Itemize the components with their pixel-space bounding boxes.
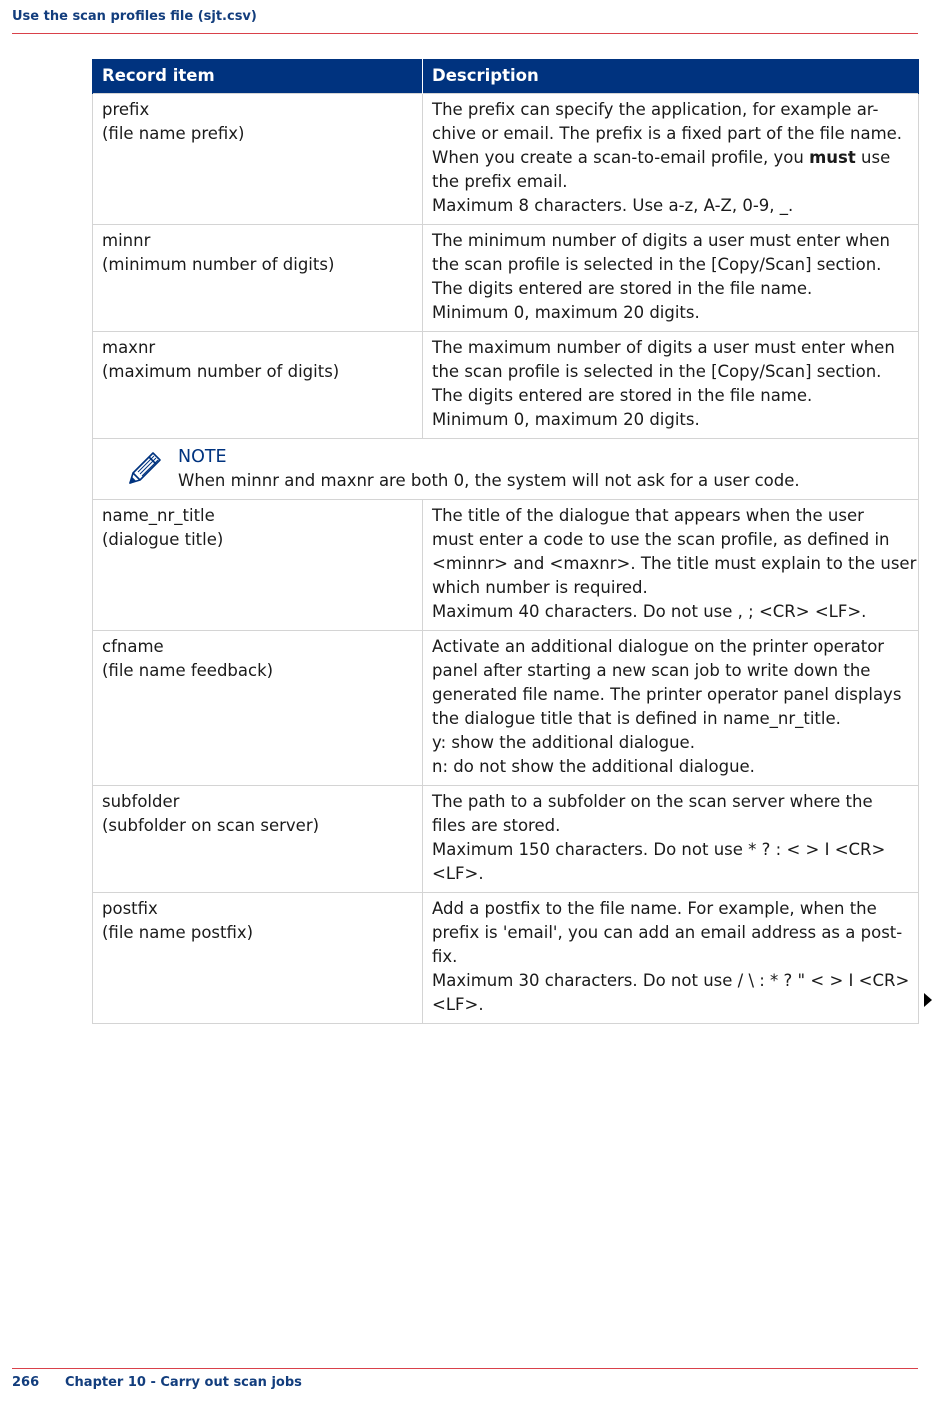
note-row: [93, 439, 919, 500]
description-line: Minimum 0, maximum 20 digits.: [432, 410, 700, 429]
description-line: Maximum 8 characters. Use a-z, A-Z, 0-9, _.: [432, 196, 794, 215]
description-text: When you create a scan-to-email profile, you: [432, 148, 810, 167]
description-line: <LF>.: [432, 864, 484, 883]
description-line: The prefix can specify the application, for example ar-: [432, 100, 879, 119]
description-cell: [423, 225, 919, 332]
description-line: n: do not show the additional dialogue.: [432, 757, 755, 776]
column-header-record-item: Record item: [93, 59, 423, 94]
description-line: <minnr> and <maxnr>. The title must explain to the user: [432, 554, 917, 573]
record-item-name: maxnr: [102, 338, 156, 357]
description-line: Add a postfix to the file name. For example, when the: [432, 899, 877, 918]
description-line: <LF>.: [432, 995, 484, 1014]
emphasis-text: must: [809, 148, 856, 167]
record-item-cell: [93, 500, 423, 631]
note-cell: [93, 439, 919, 500]
table-row: [93, 225, 919, 332]
record-item-name: name_nr_title: [102, 506, 215, 525]
description-cell: [423, 94, 919, 225]
column-header-description: Description: [423, 59, 919, 94]
record-item-cell: [93, 893, 423, 1024]
table-row: [93, 332, 919, 439]
description-line: The title of the dialogue that appears when the user: [432, 506, 864, 525]
record-item-cell: [93, 94, 423, 225]
description-cell: [423, 332, 919, 439]
description-line: y: show the additional dialogue.: [432, 733, 695, 752]
record-items-table: [92, 59, 919, 1024]
description-line: Activate an additional dialogue on the printer operator: [432, 637, 885, 656]
header-rule: [12, 33, 918, 34]
table-body: [93, 94, 919, 1024]
description-line: Maximum 30 characters. Do not use / \ : * ? " < > I <CR>: [432, 971, 910, 990]
description-line: chive or email. The prefix is a fixed part of the file name.: [432, 124, 903, 143]
table-row: [93, 893, 919, 1024]
description-line: The path to a subfolder on the scan server where the: [432, 792, 873, 811]
record-item-name: prefix: [102, 100, 150, 119]
description-text: use: [855, 148, 891, 167]
description-line: [432, 146, 910, 170]
description-line: generated file name. The printer operator panel displays: [432, 685, 902, 704]
record-item-caption: (file name feedback): [102, 661, 274, 680]
description-line: the dialogue title that is defined in name_nr_title.: [432, 709, 841, 728]
record-item-cell: [93, 631, 423, 786]
description-line: prefix is 'email', you can add an email address as a post-: [432, 923, 903, 942]
note-title: NOTE: [178, 447, 227, 467]
table-header-row: [93, 59, 919, 94]
description-line: The minimum number of digits a user must enter when: [432, 231, 890, 250]
record-item-caption: (file name prefix): [102, 124, 245, 143]
description-cell: [423, 500, 919, 631]
description-line: Maximum 40 characters. Do not use , ; <CR> <LF>.: [432, 602, 867, 621]
chapter-title: Chapter 10 - Carry out scan jobs: [65, 1375, 302, 1390]
footer-rule: [12, 1368, 918, 1369]
record-item-caption: (file name postfix): [102, 923, 254, 942]
description-line: fix.: [432, 947, 458, 966]
record-item-cell: [93, 786, 423, 893]
record-item-name: minnr: [102, 231, 151, 250]
table-row: [93, 94, 919, 225]
description-line: Maximum 150 characters. Do not use * ? : < > I <CR>: [432, 840, 886, 859]
description-line: The digits entered are stored in the file name.: [432, 279, 813, 298]
description-line: The digits entered are stored in the file name.: [432, 386, 813, 405]
description-cell: [423, 893, 919, 1024]
table-row: [93, 786, 919, 893]
record-item-caption: (subfolder on scan server): [102, 816, 320, 835]
description-line: Minimum 0, maximum 20 digits.: [432, 303, 700, 322]
record-item-caption: (minimum number of digits): [102, 255, 335, 274]
description-line: panel after starting a new scan job to write down the: [432, 661, 871, 680]
description-cell: [423, 786, 919, 893]
description-cell: [423, 631, 919, 786]
description-line: must enter a code to use the scan profile, as defined in: [432, 530, 890, 549]
description-line: the prefix email.: [432, 172, 568, 191]
record-item-caption: (dialogue title): [102, 530, 224, 549]
record-item-name: subfolder: [102, 792, 180, 811]
record-item-name: postfix: [102, 899, 158, 918]
continued-arrow-icon: [924, 993, 932, 1007]
record-item-name: cfname: [102, 637, 164, 656]
description-line: The maximum number of digits a user must enter when: [432, 338, 895, 357]
description-line: which number is required.: [432, 578, 648, 597]
description-line: the scan profile is selected in the [Copy/Scan] section.: [432, 255, 882, 274]
description-line: files are stored.: [432, 816, 561, 835]
note-text: When minnr and maxnr are both 0, the system will not ask for a user code.: [178, 471, 800, 490]
record-item-cell: [93, 225, 423, 332]
record-item-cell: [93, 332, 423, 439]
pencil-note-icon: [93, 445, 178, 485]
page-header-title: Use the scan profiles file (sjt.csv): [12, 9, 257, 24]
table-row: [93, 500, 919, 631]
page-number: 266: [12, 1375, 40, 1390]
table-row: [93, 631, 919, 786]
description-line: the scan profile is selected in the [Copy/Scan] section.: [432, 362, 882, 381]
record-item-caption: (maximum number of digits): [102, 362, 340, 381]
